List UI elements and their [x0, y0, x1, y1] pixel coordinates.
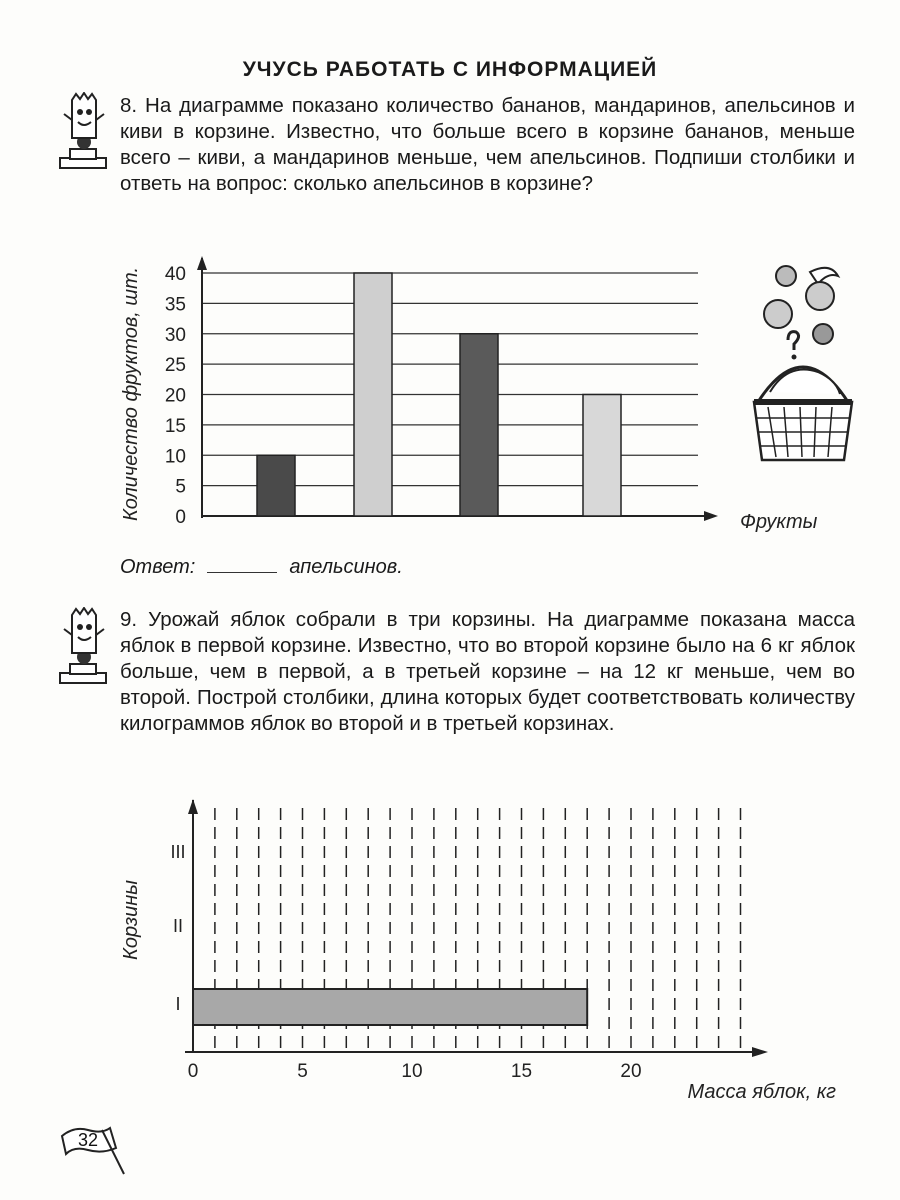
answer-unit: апельсинов. — [289, 556, 403, 578]
x-tick-label: 5 — [297, 1061, 308, 1082]
fruit-basket-icon — [748, 262, 858, 472]
x-tick-label: 0 — [187, 1061, 199, 1082]
answer-line — [120, 556, 403, 579]
y-tick-label: 0 — [175, 507, 186, 528]
mascot-icon — [58, 607, 110, 689]
y-tick-label: 40 — [164, 264, 186, 285]
bar — [354, 273, 392, 516]
bar — [257, 455, 295, 516]
x-axis-arrow-icon — [752, 1047, 768, 1057]
x-axis-arrow-icon — [704, 511, 718, 521]
bar — [193, 989, 587, 1025]
y-tick-label: 20 — [164, 385, 186, 407]
y-tick-label: 5 — [175, 476, 186, 498]
y-tick-label: 35 — [164, 294, 186, 316]
bar — [583, 395, 621, 517]
task8-text: 8. На диаграмме показано количество бананов, мандаринов, апельсинов и киви в корзине. Известно, что больше всего в корзине бананов, меньше всего – киви, а мандаринов меньше, чем апельсинов. Подпиши столбики и ответь на вопрос: сколько апельсинов в корзине? — [120, 94, 855, 195]
page-number: 32 — [77, 1130, 99, 1150]
x-tick-label: 15 — [510, 1061, 533, 1082]
category-label: II — [172, 916, 184, 936]
x-axis-label: Фрукты — [740, 511, 818, 533]
x-tick-label: 20 — [620, 1061, 642, 1082]
y-axis-label: Корзины — [120, 880, 142, 960]
category-label: III — [170, 842, 186, 862]
x-tick-label: 10 — [401, 1061, 423, 1082]
y-axis-arrow-icon — [197, 256, 207, 270]
x-axis-label: Масса яблок, кг — [687, 1081, 836, 1103]
y-tick-label: 25 — [164, 355, 186, 377]
bar — [460, 334, 498, 516]
answer-blank[interactable] — [207, 558, 277, 573]
y-axis-label: Количество фруктов, шт. — [120, 266, 142, 522]
y-tick-label: 10 — [164, 446, 186, 468]
page-title: УЧУСЬ РАБОТАТЬ С ИНФОРМАЦИЕЙ — [242, 58, 658, 81]
y-axis-arrow-icon — [188, 799, 198, 814]
page-number-badge — [58, 1118, 128, 1178]
task9-text: 9. Урожай яблок собрали в три корзины. На диаграмме показана масса яблок в первой корзине. Известно, что во второй корзине было на 6 кг яблок больше, чем в первой, а в третьей корзине – на 12 кг меньше, чем во второй. Построй столбики, длина которых будет соответствовать количеству килограммов яблок во второй и в третьей корзинах. — [120, 608, 855, 735]
y-tick-label: 15 — [164, 415, 186, 437]
answer-label: Ответ: — [120, 556, 196, 578]
y-tick-label: 30 — [164, 324, 186, 346]
category-label: I — [175, 994, 181, 1014]
